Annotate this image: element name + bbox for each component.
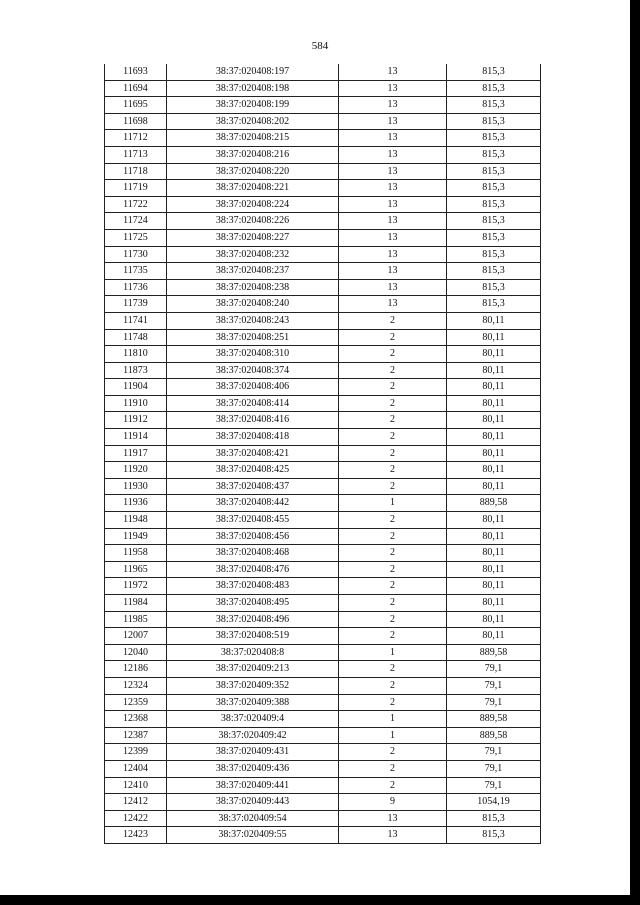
count-cell: 2 [339, 777, 447, 794]
row-number-cell: 11693 [105, 64, 167, 80]
row-number-cell: 11972 [105, 578, 167, 595]
table-row [105, 146, 541, 163]
table-row [105, 279, 541, 296]
table-row [105, 677, 541, 694]
area-cell: 79,1 [447, 661, 541, 678]
area-cell: 815,3 [447, 196, 541, 213]
count-cell: 13 [339, 196, 447, 213]
count-cell: 13 [339, 827, 447, 844]
cadastral-number-cell: 38:37:020408:442 [167, 495, 339, 512]
cadastral-number-cell: 38:37:020408:224 [167, 196, 339, 213]
cadastral-number-cell: 38:37:020408:496 [167, 611, 339, 628]
table-row [105, 64, 541, 80]
area-cell: 80,11 [447, 429, 541, 446]
area-cell: 80,11 [447, 346, 541, 363]
row-number-cell: 11910 [105, 395, 167, 412]
cadastral-number-cell: 38:37:020408:468 [167, 545, 339, 562]
area-cell: 80,11 [447, 528, 541, 545]
table-row [105, 661, 541, 678]
count-cell: 2 [339, 528, 447, 545]
count-cell: 13 [339, 296, 447, 313]
count-cell: 2 [339, 595, 447, 612]
cadastral-number-cell: 38:37:020408:221 [167, 180, 339, 197]
cadastral-number-cell: 38:37:020409:352 [167, 677, 339, 694]
table-row [105, 545, 541, 562]
row-number-cell: 11873 [105, 362, 167, 379]
table-row [105, 644, 541, 661]
row-number-cell: 11739 [105, 296, 167, 313]
count-cell: 13 [339, 263, 447, 280]
area-cell: 80,11 [447, 595, 541, 612]
area-cell: 815,3 [447, 64, 541, 80]
cadastral-number-cell: 38:37:020408:220 [167, 163, 339, 180]
area-cell: 80,11 [447, 445, 541, 462]
row-number-cell: 12040 [105, 644, 167, 661]
area-cell: 815,3 [447, 97, 541, 114]
table-row [105, 412, 541, 429]
area-cell: 79,1 [447, 760, 541, 777]
registry-table [104, 64, 541, 844]
count-cell: 13 [339, 279, 447, 296]
cadastral-number-cell: 38:37:020408:476 [167, 561, 339, 578]
cadastral-number-cell: 38:37:020408:495 [167, 595, 339, 612]
row-number-cell: 11917 [105, 445, 167, 462]
row-number-cell: 11904 [105, 379, 167, 396]
count-cell: 2 [339, 578, 447, 595]
row-number-cell: 12368 [105, 711, 167, 728]
cadastral-number-cell: 38:37:020408:418 [167, 429, 339, 446]
count-cell: 2 [339, 744, 447, 761]
table-row [105, 711, 541, 728]
area-cell: 815,3 [447, 810, 541, 827]
row-number-cell: 11949 [105, 528, 167, 545]
row-number-cell: 11724 [105, 213, 167, 230]
cadastral-number-cell: 38:37:020408:238 [167, 279, 339, 296]
cadastral-number-cell: 38:37:020408:240 [167, 296, 339, 313]
row-number-cell: 11741 [105, 312, 167, 329]
count-cell: 13 [339, 810, 447, 827]
cadastral-number-cell: 38:37:020408:421 [167, 445, 339, 462]
area-cell: 1054,19 [447, 794, 541, 811]
cadastral-number-cell: 38:37:020408:227 [167, 229, 339, 246]
table-row [105, 180, 541, 197]
table-row [105, 561, 541, 578]
area-cell: 79,1 [447, 677, 541, 694]
row-number-cell: 12007 [105, 628, 167, 645]
cadastral-number-cell: 38:37:020408:374 [167, 362, 339, 379]
count-cell: 13 [339, 80, 447, 97]
table-row [105, 760, 541, 777]
row-number-cell: 11718 [105, 163, 167, 180]
area-cell: 815,3 [447, 113, 541, 130]
area-cell: 815,3 [447, 246, 541, 263]
row-number-cell: 12422 [105, 810, 167, 827]
row-number-cell: 11912 [105, 412, 167, 429]
count-cell: 2 [339, 760, 447, 777]
area-cell: 815,3 [447, 163, 541, 180]
row-number-cell: 12423 [105, 827, 167, 844]
row-number-cell: 12324 [105, 677, 167, 694]
cadastral-number-cell: 38:37:020409:431 [167, 744, 339, 761]
cadastral-number-cell: 38:37:020409:436 [167, 760, 339, 777]
cadastral-number-cell: 38:37:020408:416 [167, 412, 339, 429]
table-row [105, 163, 541, 180]
cadastral-number-cell: 38:37:020408:456 [167, 528, 339, 545]
table-row [105, 296, 541, 313]
area-cell: 815,3 [447, 296, 541, 313]
cadastral-number-cell: 38:37:020408:406 [167, 379, 339, 396]
area-cell: 80,11 [447, 462, 541, 479]
row-number-cell: 11694 [105, 80, 167, 97]
table-row [105, 445, 541, 462]
count-cell: 2 [339, 628, 447, 645]
table-row [105, 362, 541, 379]
row-number-cell: 11719 [105, 180, 167, 197]
area-cell: 80,11 [447, 395, 541, 412]
cadastral-number-cell: 38:37:020408:216 [167, 146, 339, 163]
table-row [105, 462, 541, 479]
table-row [105, 595, 541, 612]
table-row [105, 528, 541, 545]
area-cell: 889,58 [447, 711, 541, 728]
cadastral-number-cell: 38:37:020409:54 [167, 810, 339, 827]
area-cell: 80,11 [447, 329, 541, 346]
row-number-cell: 11948 [105, 512, 167, 529]
area-cell: 80,11 [447, 628, 541, 645]
area-cell: 815,3 [447, 263, 541, 280]
row-number-cell: 12412 [105, 794, 167, 811]
area-cell: 815,3 [447, 213, 541, 230]
table-row [105, 478, 541, 495]
table-row [105, 113, 541, 130]
area-cell: 80,11 [447, 412, 541, 429]
table-row [105, 329, 541, 346]
count-cell: 1 [339, 711, 447, 728]
table-row [105, 130, 541, 147]
table-row [105, 213, 541, 230]
count-cell: 2 [339, 512, 447, 529]
count-cell: 2 [339, 677, 447, 694]
count-cell: 2 [339, 561, 447, 578]
cadastral-number-cell: 38:37:020408:414 [167, 395, 339, 412]
row-number-cell: 11735 [105, 263, 167, 280]
table-row [105, 263, 541, 280]
row-number-cell: 11713 [105, 146, 167, 163]
row-number-cell: 11936 [105, 495, 167, 512]
table-row [105, 611, 541, 628]
area-cell: 79,1 [447, 777, 541, 794]
row-number-cell: 12410 [105, 777, 167, 794]
cadastral-number-cell: 38:37:020408:226 [167, 213, 339, 230]
count-cell: 2 [339, 429, 447, 446]
count-cell: 2 [339, 661, 447, 678]
table-row [105, 578, 541, 595]
area-cell: 80,11 [447, 512, 541, 529]
area-cell: 80,11 [447, 545, 541, 562]
count-cell: 2 [339, 362, 447, 379]
table-row [105, 744, 541, 761]
count-cell: 13 [339, 163, 447, 180]
row-number-cell: 11736 [105, 279, 167, 296]
table-row [105, 97, 541, 114]
cadastral-number-cell: 38:37:020409:213 [167, 661, 339, 678]
table-row [105, 229, 541, 246]
count-cell: 13 [339, 213, 447, 230]
area-cell: 889,58 [447, 495, 541, 512]
cadastral-number-cell: 38:37:020408:437 [167, 478, 339, 495]
cadastral-number-cell: 38:37:020409:443 [167, 794, 339, 811]
table-row [105, 827, 541, 844]
row-number-cell: 11914 [105, 429, 167, 446]
row-number-cell: 11722 [105, 196, 167, 213]
scan-edge-right [630, 0, 640, 905]
table-row [105, 346, 541, 363]
row-number-cell: 11965 [105, 561, 167, 578]
row-number-cell: 11920 [105, 462, 167, 479]
area-cell: 815,3 [447, 279, 541, 296]
count-cell: 2 [339, 611, 447, 628]
table-row [105, 312, 541, 329]
area-cell: 80,11 [447, 578, 541, 595]
page-number: 584 [311, 40, 329, 52]
table-row [105, 196, 541, 213]
count-cell: 1 [339, 495, 447, 512]
cadastral-number-cell: 38:37:020408:215 [167, 130, 339, 147]
count-cell: 13 [339, 180, 447, 197]
table-row [105, 395, 541, 412]
row-number-cell: 11712 [105, 130, 167, 147]
registry-table-body [105, 64, 541, 843]
count-cell: 13 [339, 229, 447, 246]
area-cell: 815,3 [447, 146, 541, 163]
table-row [105, 495, 541, 512]
row-number-cell: 11698 [105, 113, 167, 130]
row-number-cell: 11730 [105, 246, 167, 263]
cadastral-number-cell: 38:37:020408:483 [167, 578, 339, 595]
count-cell: 2 [339, 329, 447, 346]
row-number-cell: 11985 [105, 611, 167, 628]
table-row [105, 628, 541, 645]
count-cell: 2 [339, 346, 447, 363]
count-cell: 13 [339, 64, 447, 80]
area-cell: 815,3 [447, 180, 541, 197]
row-number-cell: 11748 [105, 329, 167, 346]
area-cell: 815,3 [447, 827, 541, 844]
count-cell: 13 [339, 130, 447, 147]
count-cell: 13 [339, 113, 447, 130]
table-row [105, 727, 541, 744]
scan-edge-bottom [0, 895, 640, 905]
count-cell: 2 [339, 312, 447, 329]
cadastral-number-cell: 38:37:020409:388 [167, 694, 339, 711]
cadastral-number-cell: 38:37:020409:441 [167, 777, 339, 794]
cadastral-number-cell: 38:37:020408:237 [167, 263, 339, 280]
table-row [105, 777, 541, 794]
cadastral-number-cell: 38:37:020408:243 [167, 312, 339, 329]
count-cell: 1 [339, 644, 447, 661]
table-row [105, 80, 541, 97]
row-number-cell: 12404 [105, 760, 167, 777]
area-cell: 80,11 [447, 312, 541, 329]
area-cell: 80,11 [447, 362, 541, 379]
row-number-cell: 12387 [105, 727, 167, 744]
area-cell: 889,58 [447, 644, 541, 661]
area-cell: 80,11 [447, 561, 541, 578]
count-cell: 9 [339, 794, 447, 811]
count-cell: 2 [339, 379, 447, 396]
row-number-cell: 11958 [105, 545, 167, 562]
cadastral-number-cell: 38:37:020408:519 [167, 628, 339, 645]
table-row [105, 246, 541, 263]
count-cell: 13 [339, 97, 447, 114]
cadastral-number-cell: 38:37:020408:8 [167, 644, 339, 661]
count-cell: 13 [339, 146, 447, 163]
count-cell: 2 [339, 694, 447, 711]
count-cell: 2 [339, 412, 447, 429]
row-number-cell: 11695 [105, 97, 167, 114]
cadastral-number-cell: 38:37:020408:251 [167, 329, 339, 346]
row-number-cell: 11930 [105, 478, 167, 495]
cadastral-number-cell: 38:37:020409:42 [167, 727, 339, 744]
count-cell: 2 [339, 462, 447, 479]
area-cell: 815,3 [447, 80, 541, 97]
area-cell: 815,3 [447, 229, 541, 246]
row-number-cell: 12186 [105, 661, 167, 678]
row-number-cell: 11810 [105, 346, 167, 363]
cadastral-number-cell: 38:37:020408:455 [167, 512, 339, 529]
table-row [105, 512, 541, 529]
table-row [105, 694, 541, 711]
count-cell: 2 [339, 445, 447, 462]
area-cell: 80,11 [447, 379, 541, 396]
count-cell: 2 [339, 395, 447, 412]
cadastral-number-cell: 38:37:020408:202 [167, 113, 339, 130]
table-row [105, 429, 541, 446]
count-cell: 2 [339, 545, 447, 562]
table-row [105, 794, 541, 811]
cadastral-number-cell: 38:37:020408:310 [167, 346, 339, 363]
cadastral-number-cell: 38:37:020409:4 [167, 711, 339, 728]
area-cell: 79,1 [447, 744, 541, 761]
cadastral-number-cell: 38:37:020408:199 [167, 97, 339, 114]
table-row [105, 810, 541, 827]
area-cell: 815,3 [447, 130, 541, 147]
count-cell: 13 [339, 246, 447, 263]
table-row [105, 379, 541, 396]
cadastral-number-cell: 38:37:020408:425 [167, 462, 339, 479]
area-cell: 889,58 [447, 727, 541, 744]
row-number-cell: 11984 [105, 595, 167, 612]
cadastral-number-cell: 38:37:020408:198 [167, 80, 339, 97]
count-cell: 2 [339, 478, 447, 495]
area-cell: 80,11 [447, 611, 541, 628]
row-number-cell: 11725 [105, 229, 167, 246]
cadastral-number-cell: 38:37:020409:55 [167, 827, 339, 844]
row-number-cell: 12359 [105, 694, 167, 711]
row-number-cell: 12399 [105, 744, 167, 761]
area-cell: 80,11 [447, 478, 541, 495]
cadastral-number-cell: 38:37:020408:197 [167, 64, 339, 80]
area-cell: 79,1 [447, 694, 541, 711]
cadastral-number-cell: 38:37:020408:232 [167, 246, 339, 263]
count-cell: 1 [339, 727, 447, 744]
